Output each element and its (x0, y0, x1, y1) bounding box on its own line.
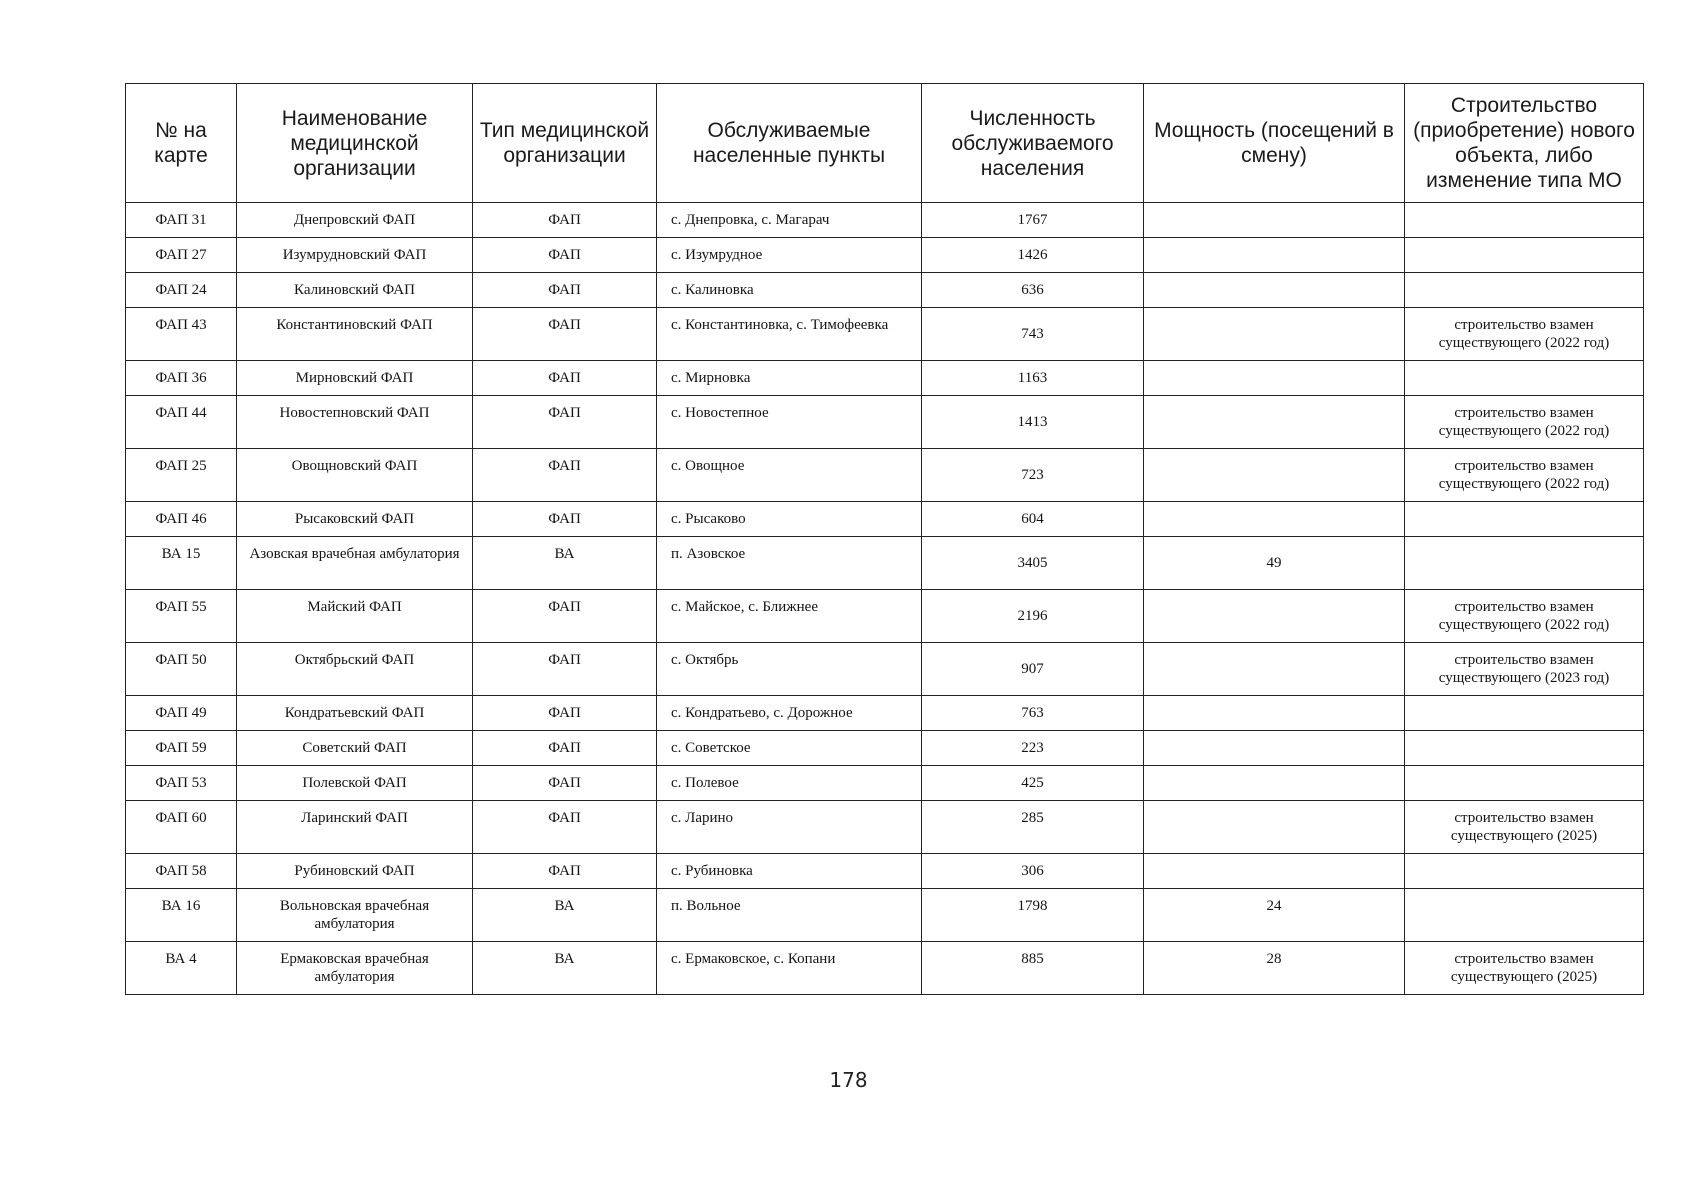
cell-settlements: с. Калиновка (657, 273, 922, 308)
medical-facilities-table (125, 83, 1644, 995)
table-row (126, 696, 1644, 731)
cell-capacity (1144, 203, 1405, 238)
cell-settlements: с. Изумрудное (657, 238, 922, 273)
cell-settlements: п. Вольное (657, 889, 922, 942)
cell-population: 743 (922, 308, 1144, 361)
document-page (125, 83, 1643, 995)
cell-construction: строительство взамен существующего (2025) (1405, 942, 1644, 995)
cell-map-number: ФАП 27 (126, 238, 237, 273)
cell-capacity (1144, 361, 1405, 396)
table-row (126, 502, 1644, 537)
cell-population: 1163 (922, 361, 1144, 396)
cell-organization-name: Октябрьский ФАП (237, 643, 473, 696)
table-row (126, 449, 1644, 502)
table-row (126, 854, 1644, 889)
cell-construction: строительство взамен существующего (2022 год) (1405, 590, 1644, 643)
cell-settlements: с. Днепровка, с. Магарач (657, 203, 922, 238)
cell-organization-type: ФАП (473, 396, 657, 449)
cell-organization-type: ФАП (473, 449, 657, 502)
table-row (126, 889, 1644, 942)
cell-organization-name: Рубиновский ФАП (237, 854, 473, 889)
cell-organization-type: ФАП (473, 361, 657, 396)
table-row (126, 766, 1644, 801)
cell-organization-name: Константиновский ФАП (237, 308, 473, 361)
cell-settlements: с. Ларино (657, 801, 922, 854)
header-settlements: Обслуживаемые населенные пункты (657, 84, 922, 203)
table-header-row (126, 84, 1644, 203)
cell-capacity: 28 (1144, 942, 1405, 995)
cell-map-number: ФАП 60 (126, 801, 237, 854)
cell-population: 285 (922, 801, 1144, 854)
cell-map-number: ФАП 36 (126, 361, 237, 396)
cell-organization-name: Полевской ФАП (237, 766, 473, 801)
table-row (126, 537, 1644, 590)
table-row (126, 238, 1644, 273)
cell-map-number: ФАП 43 (126, 308, 237, 361)
cell-organization-name: Изумрудновский ФАП (237, 238, 473, 273)
cell-population: 2196 (922, 590, 1144, 643)
table-row (126, 396, 1644, 449)
cell-organization-type: ФАП (473, 766, 657, 801)
cell-organization-name: Ермаковская врачебная амбулатория (237, 942, 473, 995)
cell-map-number: ФАП 53 (126, 766, 237, 801)
cell-population: 1798 (922, 889, 1144, 942)
cell-population: 1413 (922, 396, 1144, 449)
cell-organization-type: ВА (473, 942, 657, 995)
cell-organization-type: ФАП (473, 502, 657, 537)
cell-capacity (1144, 731, 1405, 766)
cell-organization-name: Азовская врачебная амбулатория (237, 537, 473, 590)
cell-construction (1405, 889, 1644, 942)
cell-organization-type: ВА (473, 889, 657, 942)
table-row (126, 308, 1644, 361)
cell-capacity (1144, 502, 1405, 537)
cell-population: 3405 (922, 537, 1144, 590)
table-row (126, 801, 1644, 854)
cell-construction (1405, 854, 1644, 889)
cell-settlements: с. Кондратьево, с. Дорожное (657, 696, 922, 731)
cell-settlements: с. Ермаковское, с. Копани (657, 942, 922, 995)
cell-capacity: 24 (1144, 889, 1405, 942)
cell-organization-name: Кондратьевский ФАП (237, 696, 473, 731)
cell-map-number: ФАП 58 (126, 854, 237, 889)
cell-population: 1767 (922, 203, 1144, 238)
cell-construction: строительство взамен существующего (2022 год) (1405, 308, 1644, 361)
cell-organization-name: Рысаковский ФАП (237, 502, 473, 537)
cell-map-number: ФАП 55 (126, 590, 237, 643)
table-row (126, 590, 1644, 643)
cell-organization-name: Вольновская врачебная амбулатория (237, 889, 473, 942)
cell-construction (1405, 696, 1644, 731)
cell-population: 885 (922, 942, 1144, 995)
cell-map-number: ФАП 31 (126, 203, 237, 238)
cell-organization-type: ФАП (473, 643, 657, 696)
cell-map-number: ФАП 49 (126, 696, 237, 731)
table-row (126, 643, 1644, 696)
cell-construction (1405, 273, 1644, 308)
cell-construction: строительство взамен существующего (2022 год) (1405, 396, 1644, 449)
cell-population: 425 (922, 766, 1144, 801)
cell-capacity (1144, 766, 1405, 801)
cell-map-number: ФАП 24 (126, 273, 237, 308)
cell-capacity (1144, 590, 1405, 643)
cell-construction (1405, 537, 1644, 590)
header-population: Численность обслуживаемого населения (922, 84, 1144, 203)
cell-construction (1405, 766, 1644, 801)
table-row (126, 942, 1644, 995)
cell-construction (1405, 361, 1644, 396)
page-number: 178 (829, 1068, 868, 1092)
cell-organization-name: Овощновский ФАП (237, 449, 473, 502)
cell-settlements: с. Рысаково (657, 502, 922, 537)
cell-settlements: с. Полевое (657, 766, 922, 801)
cell-organization-name: Новостепновский ФАП (237, 396, 473, 449)
cell-organization-name: Днепровский ФАП (237, 203, 473, 238)
cell-construction (1405, 502, 1644, 537)
cell-population: 223 (922, 731, 1144, 766)
table-row (126, 273, 1644, 308)
cell-organization-type: ФАП (473, 308, 657, 361)
cell-capacity: 49 (1144, 537, 1405, 590)
cell-settlements: с. Рубиновка (657, 854, 922, 889)
cell-construction: строительство взамен существующего (2025) (1405, 801, 1644, 854)
cell-settlements: с. Майское, с. Ближнее (657, 590, 922, 643)
cell-settlements: с. Октябрь (657, 643, 922, 696)
cell-construction: строительство взамен существующего (2023 год) (1405, 643, 1644, 696)
cell-capacity (1144, 643, 1405, 696)
cell-population: 604 (922, 502, 1144, 537)
cell-organization-type: ФАП (473, 203, 657, 238)
cell-capacity (1144, 308, 1405, 361)
cell-settlements: с. Новостепное (657, 396, 922, 449)
cell-organization-name: Майский ФАП (237, 590, 473, 643)
cell-settlements: п. Азовское (657, 537, 922, 590)
header-map-number: № на карте (126, 84, 237, 203)
cell-construction (1405, 203, 1644, 238)
cell-organization-type: ФАП (473, 273, 657, 308)
cell-settlements: с. Овощное (657, 449, 922, 502)
cell-map-number: ВА 16 (126, 889, 237, 942)
cell-organization-name: Калиновский ФАП (237, 273, 473, 308)
cell-capacity (1144, 238, 1405, 273)
cell-organization-type: ФАП (473, 590, 657, 643)
cell-organization-type: ФАП (473, 696, 657, 731)
cell-map-number: ВА 4 (126, 942, 237, 995)
table-row (126, 731, 1644, 766)
cell-organization-name: Ларинский ФАП (237, 801, 473, 854)
table-body (126, 203, 1644, 995)
cell-settlements: с. Советское (657, 731, 922, 766)
cell-map-number: ФАП 46 (126, 502, 237, 537)
cell-organization-name: Мирновский ФАП (237, 361, 473, 396)
header-organization-name: Наименование медицинской организации (237, 84, 473, 203)
table-row (126, 361, 1644, 396)
cell-organization-type: ВА (473, 537, 657, 590)
header-organization-type: Тип медицинской организации (473, 84, 657, 203)
cell-capacity (1144, 854, 1405, 889)
cell-capacity (1144, 396, 1405, 449)
cell-population: 1426 (922, 238, 1144, 273)
cell-construction (1405, 238, 1644, 273)
cell-map-number: ФАП 59 (126, 731, 237, 766)
cell-capacity (1144, 696, 1405, 731)
cell-capacity (1144, 801, 1405, 854)
cell-population: 306 (922, 854, 1144, 889)
cell-map-number: ФАП 50 (126, 643, 237, 696)
cell-map-number: ФАП 44 (126, 396, 237, 449)
cell-population: 636 (922, 273, 1144, 308)
cell-map-number: ФАП 25 (126, 449, 237, 502)
cell-settlements: с. Константиновка, с. Тимофеевка (657, 308, 922, 361)
header-construction: Строительство (приобретение) нового объекта, либо изменение типа МО (1405, 84, 1644, 203)
cell-capacity (1144, 449, 1405, 502)
cell-population: 763 (922, 696, 1144, 731)
cell-capacity (1144, 273, 1405, 308)
cell-organization-type: ФАП (473, 238, 657, 273)
cell-construction (1405, 731, 1644, 766)
cell-population: 907 (922, 643, 1144, 696)
cell-organization-type: ФАП (473, 854, 657, 889)
cell-organization-type: ФАП (473, 731, 657, 766)
cell-population: 723 (922, 449, 1144, 502)
header-capacity: Мощность (посещений в смену) (1144, 84, 1405, 203)
table-row (126, 203, 1644, 238)
cell-settlements: с. Мирновка (657, 361, 922, 396)
cell-map-number: ВА 15 (126, 537, 237, 590)
cell-construction: строительство взамен существующего (2022 год) (1405, 449, 1644, 502)
cell-organization-type: ФАП (473, 801, 657, 854)
cell-organization-name: Советский ФАП (237, 731, 473, 766)
